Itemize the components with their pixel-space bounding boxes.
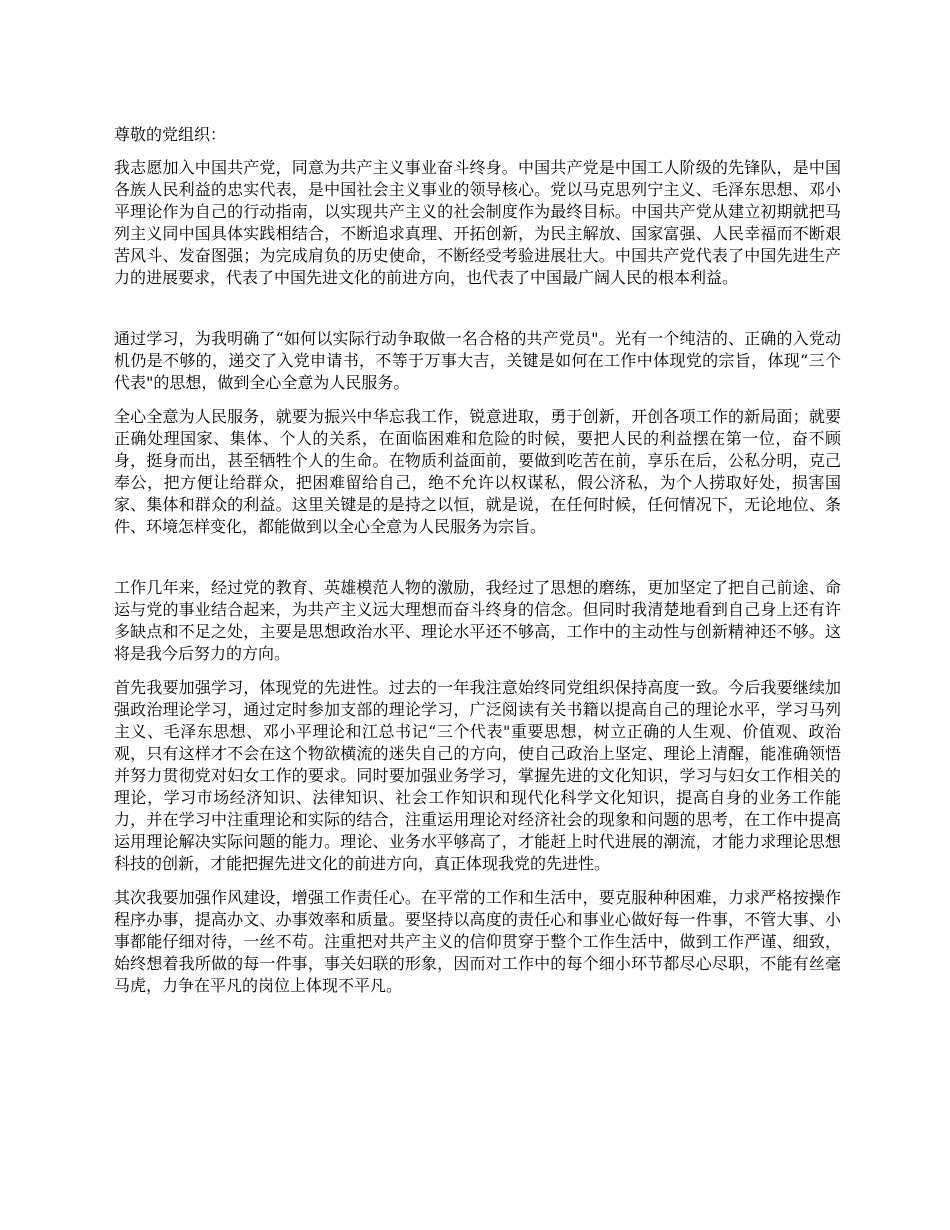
letter-body xyxy=(114,124,841,1009)
salutation: 尊敬的党组织： xyxy=(114,125,227,144)
paragraph-3: 全心全意为人民服务，就要为振兴中华忘我工作，锐意进取，勇于创新，开创各项工作的新局面；就要正确处理国家、集体、个人的关系，在面临困难和危险的时候，要把人民的利益摆在第一位，奋不顾身，挺身而出，甚至牺牲个人的生命。在物质利益面前，要做到吃苦在前，享乐在后，公私分明，克己奉公，把方便让给群众，把困难留给自己，绝不允许以权谋私，假公济私，为个人捞取好处，损害国家、集体和群众的利益。这里关键是的是持之以恒，就是说，在任何时候，任何情况下，无论地位、条件、环境怎样变化，都能做到以全心全意为人民服务为宗旨。 xyxy=(114,407,841,536)
section-gap xyxy=(114,301,841,328)
paragraph-4: 工作几年来，经过党的教育、英雄模范人物的激励，我经过了思想的磨练，更加坚定了把自己前途、命运与党的事业结合起来，为共产主义远大理想而奋斗终身的信念。但同时我清楚地看到自己身上还有许多缺点和不足之处，主要是思想政治水平、理论水平还不够高，工作中的主动性与创新精神还不够。这将是我今后努力的方向。 xyxy=(114,578,841,663)
section-gap xyxy=(114,550,841,577)
paragraph-2: 通过学习，为我明确了“如何以实际行动争取做一名合格的共产党员"。光有一个纯洁的、正确的入党动机仍是不够的，递交了入党申请书，不等于万事大吉，关键是如何在工作中体现党的宗旨，体现“三个代表"的思想，做到全心全意为人民服务。 xyxy=(114,329,841,392)
paragraph-1: 我志愿加入中国共产党，同意为共产主义事业奋斗终身。中国共产党是中国工人阶级的先锋队，是中国各族人民利益的忠实代表，是中国社会主义事业的领导核心。党以马克思列宁主义、毛泽东思想、邓小平理论作为自己的行动指南，以实现共产主义的社会制度作为最终目标。中国共产党从建立初期就把马列主义同中国具体实践相结合，不断追求真理、开拓创新，为民主解放、国家富强、人民幸福而不断艰苦风斗、发奋图强；为完成肩负的历史使命，不断经受考验进展壮大。中国共产党代表了中国先进生产力的进展要求，代表了中国先进文化的前进方向，也代表了中国最广阔人民的根本利益。 xyxy=(114,158,841,287)
paragraph-5: 首先我要加强学习，体现党的先进性。过去的一年我注意始终同党组织保持高度一致。今后我要继续加强政治理论学习，通过定时参加支部的理论学习，广泛阅读有关书籍以提高自己的理论水平，学习马列主义、毛泽东思想、邓小平理论和江总书记“三个代表"重要思想，树立正确的人生观、价值观、政治观，只有这样才不会在这个物欲横流的迷失自己的方向，使自己政治上坚定、理论上清醒，能准确领悟并努力贯彻党对妇女工作的要求。同时要加强业务学习，掌握先进的文化知识，学习与妇女工作相关的理论，学习市场经济知识、法律知识、社会工作知识和现代化科学文化知识，提高自身的业务工作能力，并在学习中注重理论和实际的结合，注重运用理论对经济社会的现象和问题的思考，在工作中提高运用理论解决实际问题的能力。理论、业务水平够高了，才能赶上时代进展的潮流，才能力求理论思想科技的创新，才能把握先进文化的前进方向，真正体现我党的先进性。 xyxy=(114,678,841,873)
paragraph-6: 其次我要加强作风建设，增强工作责任心。在平常的工作和生活中，要克服种种困难，力求严格按操作程序办事，提高办文、办事效率和质量。要坚持以高度的责任心和事业心做好每一件事，不管大事、小事都能仔细对待，一丝不苟。注重把对共产主义的信仰贯穿于整个工作生活中，做到工作严谨、细致，始终想着我所做的每一件事，事关妇联的形象，因而对工作中的每个细小环节都尽心尽职，不能有丝毫马虎，力争在平凡的岗位上体现不平凡。 xyxy=(114,888,841,995)
